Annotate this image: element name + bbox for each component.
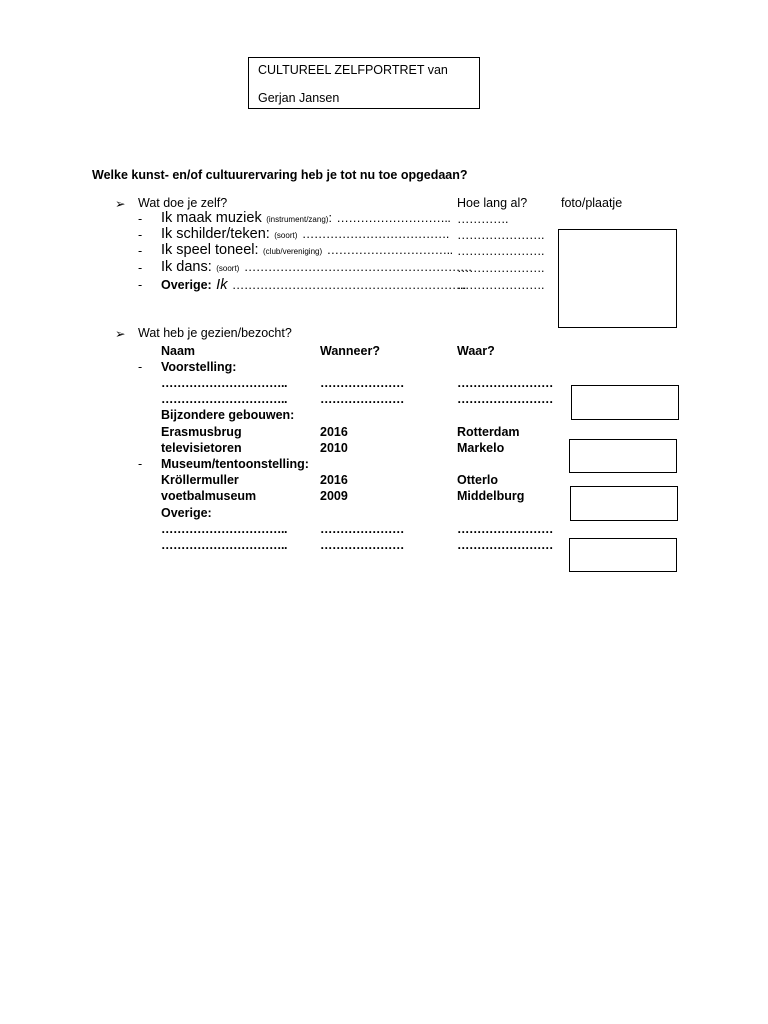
- table-cell: …………………: [320, 392, 404, 406]
- table-cell: ……………………: [457, 538, 553, 552]
- duration-field: ………….: [457, 212, 508, 226]
- list-dash: -: [138, 360, 143, 374]
- table-cell: Kröllermuller: [161, 473, 239, 487]
- title-line-1: CULTUREEL ZELFPORTRET van: [258, 63, 448, 77]
- other-label: Overige:: [161, 506, 212, 520]
- table-cell: …………………: [320, 538, 404, 552]
- table-cell: 2010: [320, 441, 348, 455]
- bullet-arrow-icon: ➢: [115, 197, 126, 211]
- item-dash: -: [138, 261, 143, 275]
- item-dash: -: [138, 212, 143, 226]
- list-dash: -: [138, 457, 143, 471]
- table-cell: ……………………: [457, 392, 553, 406]
- item-dash: -: [138, 228, 143, 242]
- duration-field: ………………….: [457, 278, 544, 292]
- table-cell: ……………………: [457, 376, 553, 390]
- table-cell: 2016: [320, 425, 348, 439]
- table-cell: …………………………..: [161, 538, 287, 552]
- activity-dance: Ik dans: (soort) …………………………………………………: [161, 259, 472, 275]
- buildings-label: Bijzondere gebouwen:: [161, 408, 295, 422]
- photo-box[interactable]: [558, 229, 677, 328]
- table-cell: Middelburg: [457, 489, 525, 503]
- item-dash: -: [138, 278, 143, 292]
- bullet-arrow-icon: ➢: [115, 327, 126, 341]
- main-question: Welke kunst- en/of cultuurervaring heb je tot nu toe opgedaan?: [92, 168, 468, 182]
- activity-paint: Ik schilder/teken: (soort) ……………………………….: [161, 226, 449, 242]
- photo-box[interactable]: [569, 439, 677, 473]
- table-cell: …………………: [320, 522, 404, 536]
- col-where-header: Waar?: [457, 344, 495, 358]
- table-cell: Otterlo: [457, 473, 498, 487]
- duration-field: ………………….: [457, 261, 544, 275]
- photo-box[interactable]: [571, 385, 679, 420]
- activity-theatre: Ik speel toneel: (club/vereniging) …………………………..: [161, 242, 453, 258]
- photo-header: foto/plaatje: [561, 196, 623, 210]
- col-name-header: Naam: [161, 344, 196, 358]
- activity-other: Overige: Ik …………………………………………………..: [161, 277, 466, 293]
- section2-title: Wat heb je gezien/bezocht?: [138, 326, 292, 340]
- title-line-2: Gerjan Jansen: [258, 91, 340, 105]
- table-cell: Erasmusbrug: [161, 425, 242, 439]
- col-when-header: Wanneer?: [320, 344, 380, 358]
- table-cell: 2009: [320, 489, 348, 503]
- duration-field: ………………….: [457, 228, 544, 242]
- table-cell: …………………………..: [161, 522, 287, 536]
- table-cell: televisietoren: [161, 441, 242, 455]
- table-cell: 2016: [320, 473, 348, 487]
- performance-label: Voorstelling:: [161, 360, 237, 374]
- table-cell: Rotterdam: [457, 425, 520, 439]
- duration-header: Hoe lang al?: [457, 196, 528, 210]
- photo-box[interactable]: [569, 538, 677, 572]
- table-cell: Markelo: [457, 441, 505, 455]
- museum-label: Museum/tentoonstelling:: [161, 457, 309, 471]
- table-cell: …………………: [320, 376, 404, 390]
- table-cell: …………………………..: [161, 392, 287, 406]
- table-cell: ……………………: [457, 522, 553, 536]
- table-cell: voetbalmuseum: [161, 489, 257, 503]
- item-dash: -: [138, 244, 143, 258]
- activity-music: Ik maak muziek (instrument/zang): ………………………..: [161, 210, 451, 226]
- section1-title: Wat doe je zelf?: [138, 196, 228, 210]
- table-cell: …………………………..: [161, 376, 287, 390]
- photo-box[interactable]: [570, 486, 678, 521]
- duration-field: ………………….: [457, 244, 544, 258]
